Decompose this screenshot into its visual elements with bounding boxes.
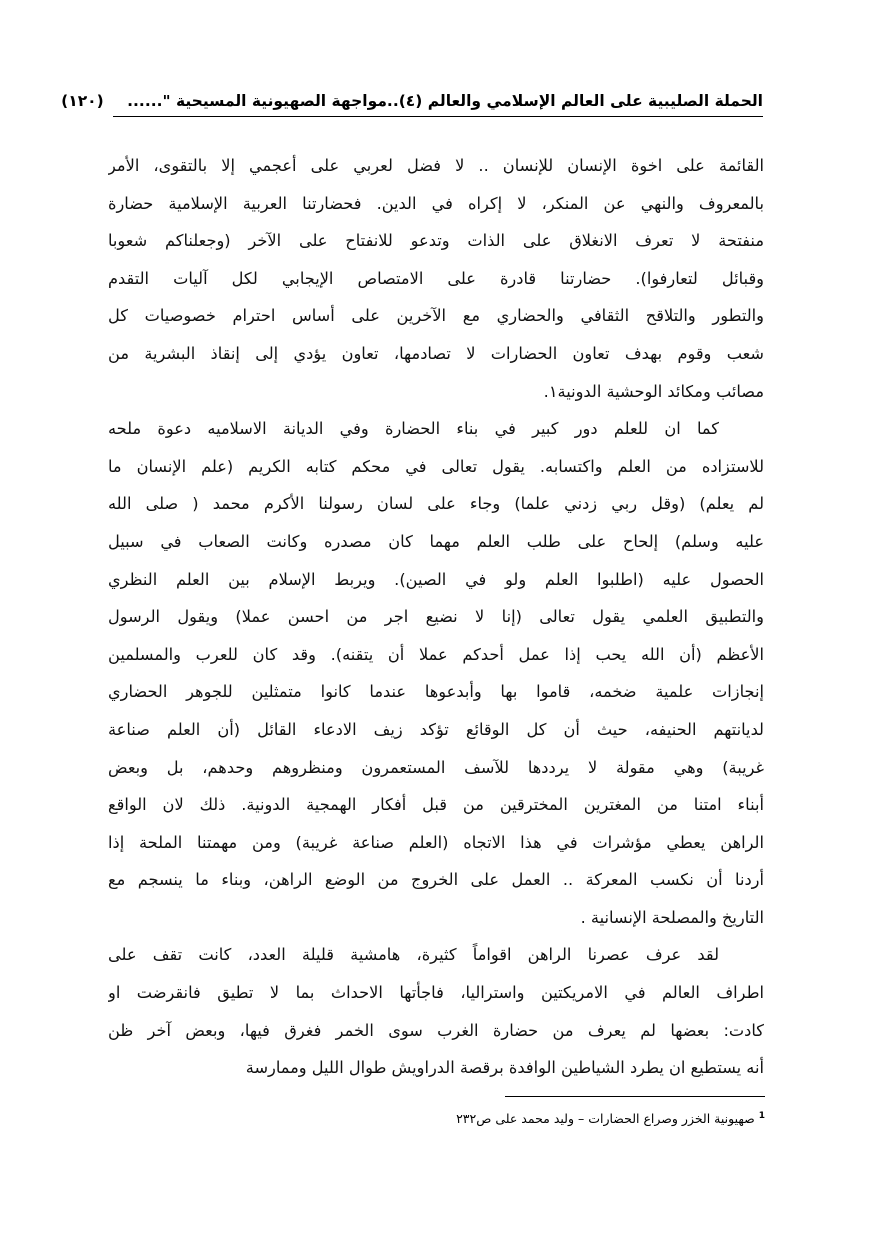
text-line: إنجازات علمية ضخمه، قاموا بها وأبدعوها عندما كانوا متمثلين للجوهر الحضاري — [108, 682, 764, 702]
text-line: أردنا أن نكسب المعركة .. العمل على الخروج من الوضع الراهن، وبناء ما ينسجم مع — [108, 870, 764, 890]
text-line: والتطور والتلاقح الثقافي والحضاري مع الآخرين على أساس احترام خصوصيات كل — [108, 306, 764, 326]
paragraph — [108, 936, 764, 1086]
body-text — [108, 147, 764, 1087]
text-line: منفتحة لا تعرف الانغلاق على الذات وتدعو للانفتاح على الآخر (وجعلناكم شعوبا — [108, 231, 764, 251]
footnote-marker: 1 — [758, 1111, 765, 1121]
text-line: للاستزاده من العلم واكتسابه. يقول تعالى في محكم كتابه الكريم (علم الإنسان ما — [108, 456, 764, 476]
header-title: الحملة الصليبية على العالم الإسلامي والعالم (٤)..مواجهة الصهيونية المسيحية "...... — [127, 92, 763, 110]
text-line: الحصول عليه (اطلبوا العلم ولو في الصين). ويربط الإسلام بين العلم النظري — [108, 569, 764, 589]
text-line: كادت: بعضها لم يعرف من حضارة الغرب سوى الخمر فغرق فيها، وبعض آخر ظن — [108, 1020, 764, 1040]
text-line: غريبة) وهي مقولة لا يرددها للآسف المستعمرون ومنظروهم وحدهم، بل وبعض — [108, 757, 764, 777]
paragraph — [108, 147, 764, 410]
text-line: اطراف العالم في الامريكتين واستراليا، فاجأتها الاحداث بما لا تطيق فانقرضت او — [108, 983, 764, 1003]
text-line: القائمة على اخوة الإنسان للإنسان .. لا فضل لعربي على أعجمي إلا بالتقوى، الأمر — [108, 156, 764, 175]
text-line: كما ان للعلم دور كبير في بناء الحضارة وفي الديانة الاسلاميه دعوة ملحه — [108, 419, 719, 439]
footnote — [300, 1104, 765, 1128]
text-line: أبناء امتنا من المغترين المخترقين من قبل أفكار الهمجية الدونية. ذلك لان الواقع — [108, 795, 764, 815]
text-line: لديانتهم الحنيفه، حيث أن كل الوقائع تؤكد زيف الادعاء القائل (أن العلم صناعة — [108, 719, 764, 739]
footnote-text: صهيونية الخزر وصراع الحضارات – وليد محمد على ص٢٣٢ — [456, 1111, 755, 1127]
text-line: التاريخ والمصلحة الإنسانية . — [580, 907, 764, 927]
text-line: لم يعلم) (وقل ربي زدني علما) وجاء على لسان رسولنا الأكرم محمد ( صلى الله — [108, 494, 764, 514]
text-line: أنه يستطيع ان يطرد الشياطين الوافدة برقصة الدراويش طوال الليل وممارسة — [245, 1058, 764, 1078]
running-header — [61, 86, 763, 116]
text-line: الأعظم (أن الله يحب إذا عمل أحدكم عملا أن يتقنه). وقد كان للعرب والمسلمين — [108, 644, 764, 664]
text-line: وقبائل لتعارفوا). حضارتنا قادرة على الامتصاص الإيجابي لكل آليات التقدم — [108, 268, 764, 288]
text-line: بالمعروف والنهي عن المنكر، لا إكراه في الدين. فحضارتنا العربية الإسلامية حضارة — [108, 193, 764, 213]
text-line: مصائب ومكائد الوحشية الدونية١. — [543, 381, 764, 401]
text-line: والتطبيق العلمي يقول تعالى (إنا لا نضيع اجر من احسن عملا) ويقول الرسول — [108, 607, 764, 627]
text-line: الراهن يعطي مؤشرات في هذا الاتجاه (العلم صناعة غريبة) ومن مهمتنا الملحة إذا — [108, 832, 764, 852]
text-line: عليه وسلم) إلحاح على طلب العلم مهما كان مصدره وكانت الصعاب في سبيل — [108, 531, 764, 551]
header-divider — [113, 116, 763, 117]
footnote-divider — [505, 1096, 765, 1097]
text-line: لقد عرف عصرنا الراهن اقواماً كثيرة، هامشية قليلة العدد، كانت تقف على — [108, 945, 719, 965]
paragraph — [108, 410, 764, 936]
page-number: (١٢٠) — [61, 92, 104, 110]
text-line: شعب وقوم بهدف تعاون الحضارات لا تصادمها، تعاون يؤدي إلى إنقاذ البشرية من — [108, 343, 764, 363]
